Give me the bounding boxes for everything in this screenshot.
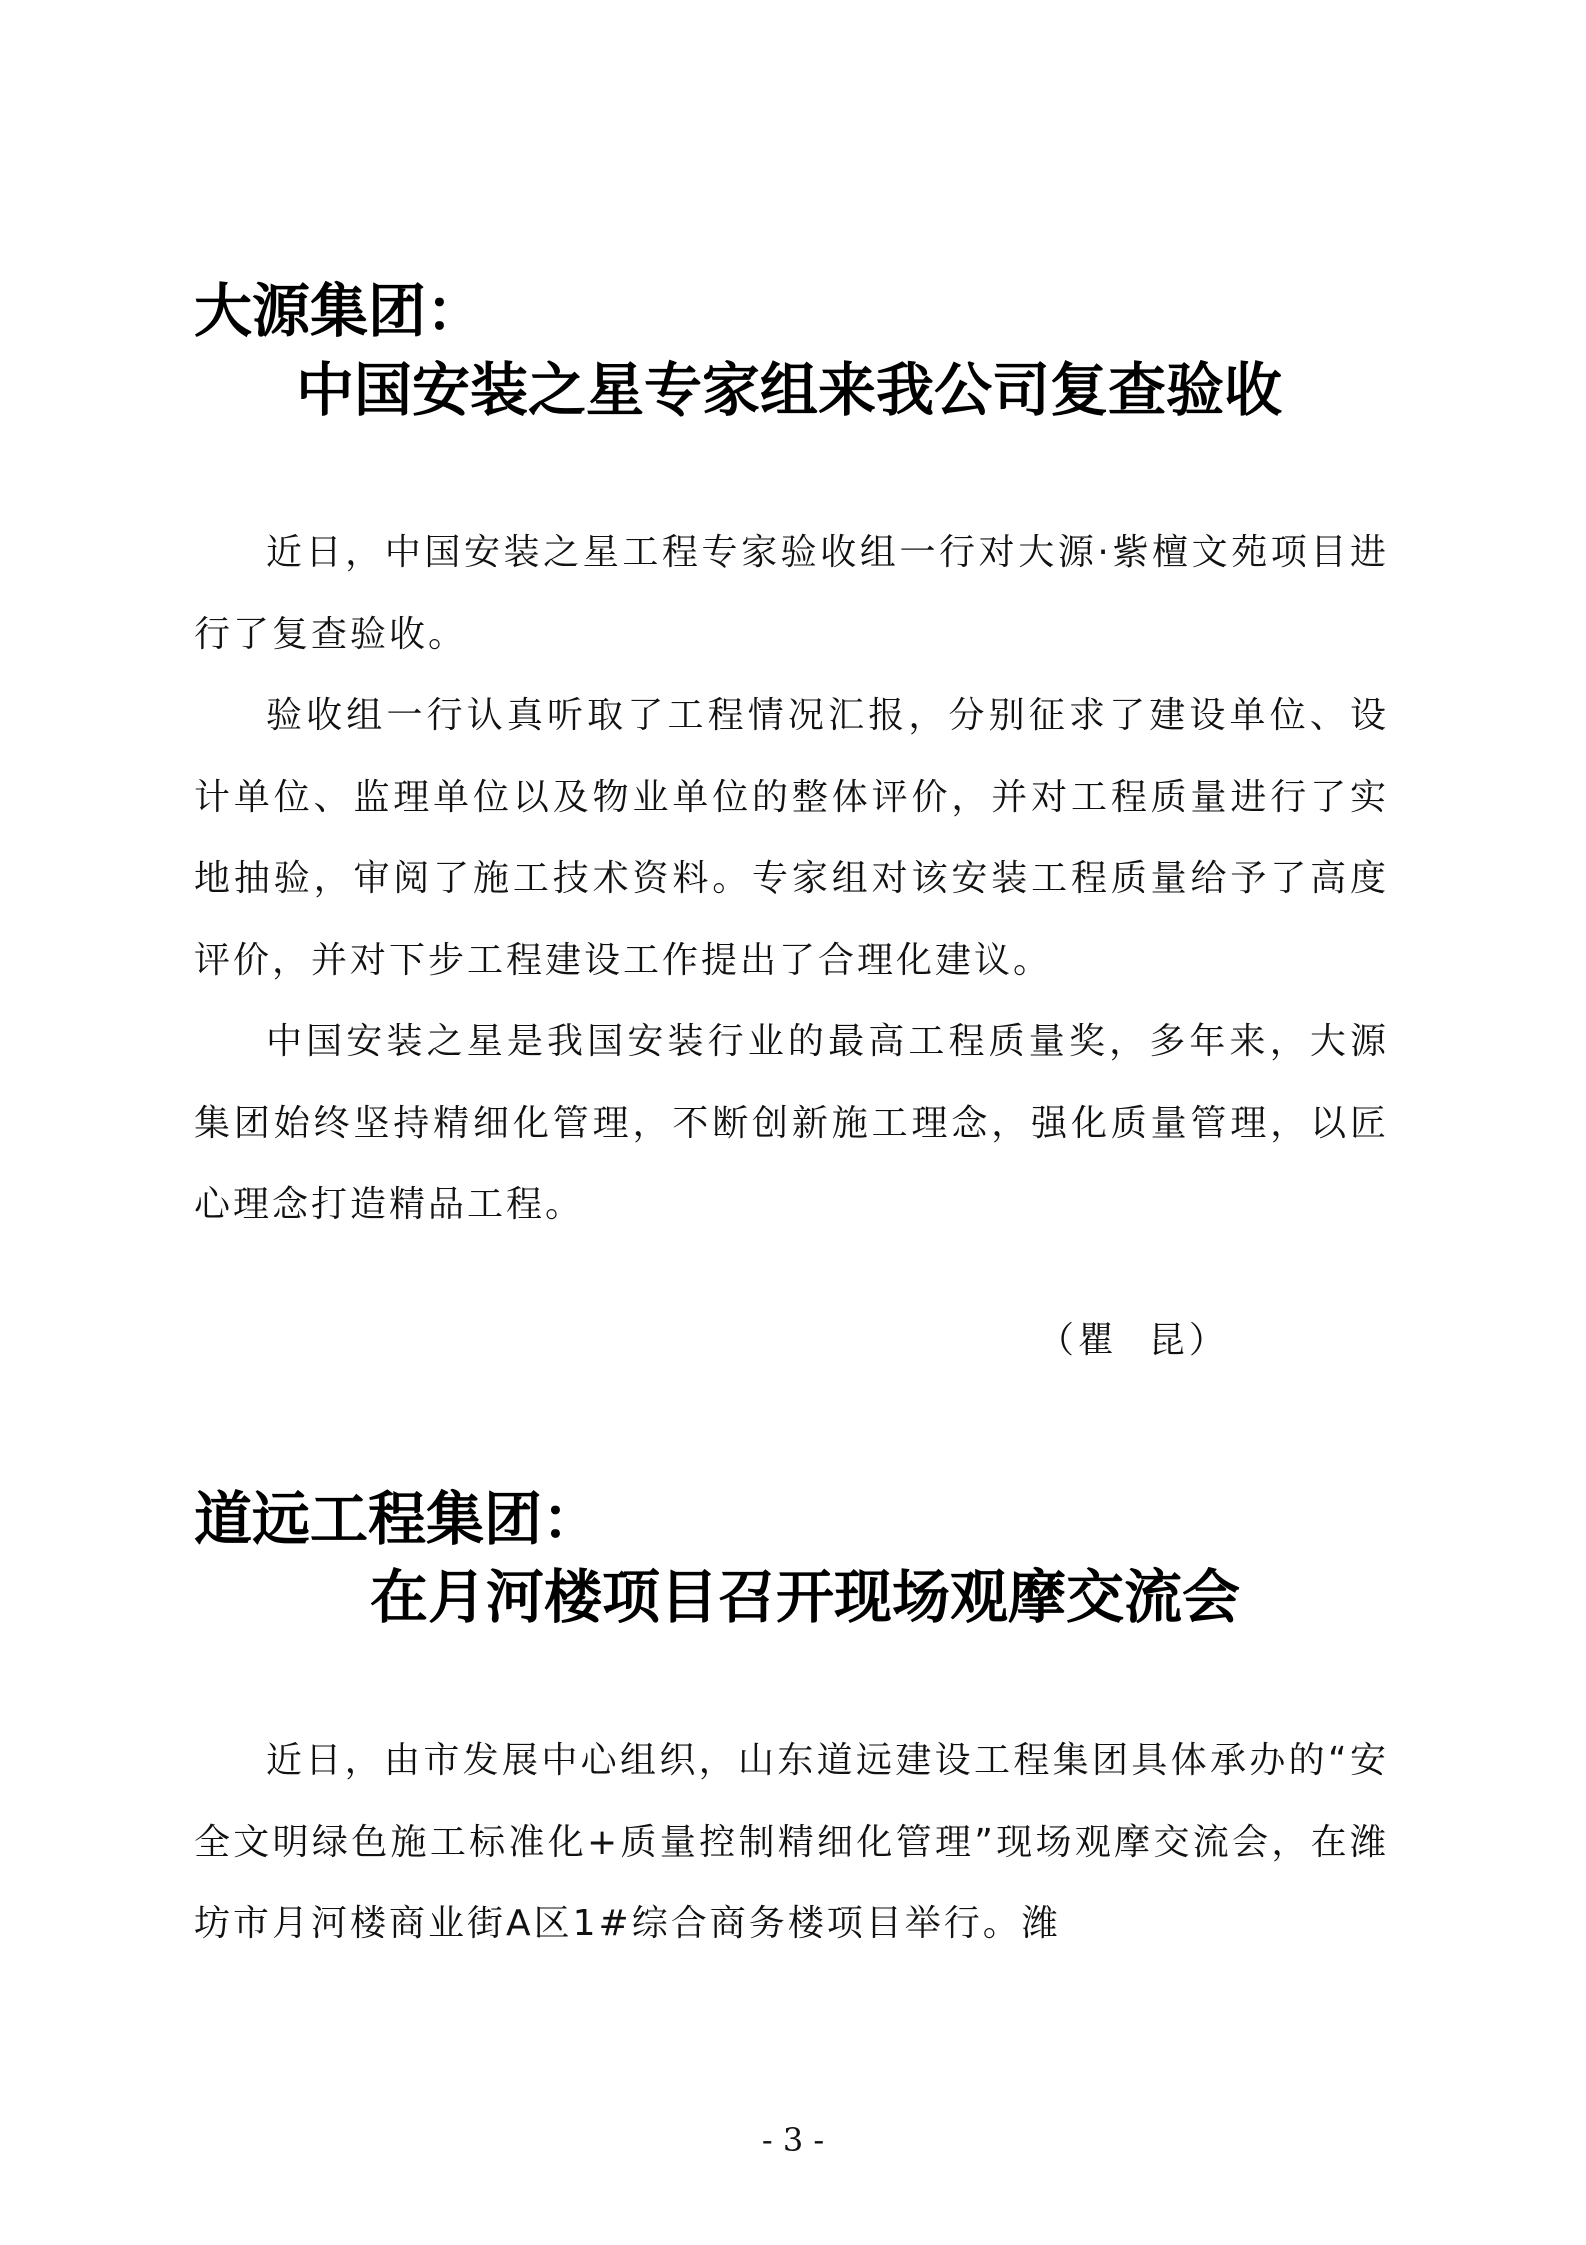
article1-body (194, 512, 1389, 1246)
article1-paragraph-1: 近日，中国安装之星工程专家验收组一行对大源·紫檀文苑项目进行了复查验收。 (194, 532, 1389, 655)
article2-paragraph-1: 近日，由市发展中心组织，山东道远建设工程集团具体承办的“安全文明绿色施工标准化+质量控制精细化管理”现场观摩交流会，在潍坊市月河楼商业街A区1#综合商务楼项目举行。潍 (194, 1740, 1389, 1944)
article2-org-heading: 道远工程集团： (194, 1485, 601, 1553)
article1-paragraph-2: 验收组一行认真听取了工程情况汇报，分别征求了建设单位、设计单位、监理单位以及物业单位的整体评价，并对工程质量进行了实地抽验，审阅了施工技术资料。专家组对该安装工程质量给予了高度评价，并对下步工程建设工作提出了合理化建议。 (194, 695, 1389, 981)
article1-paragraph-3: 中国安装之星是我国安装行业的最高工程质量奖，多年来，大源集团始终坚持精细化管理，不断创新施工理念，强化质量管理，以匠心理念打造精品工程。 (194, 1021, 1389, 1225)
article2-body (194, 1720, 1389, 1965)
article1-title: 中国安装之星专家组来我公司复查验收 (296, 356, 1283, 424)
article1-byline: （瞿 昆） (1038, 1320, 1229, 1361)
article1-org-heading: 大源集团： (194, 277, 485, 345)
article2-title: 在月河楼项目召开现场观摩交流会 (370, 1563, 1241, 1631)
page-number: - 3 - (761, 2121, 825, 2159)
